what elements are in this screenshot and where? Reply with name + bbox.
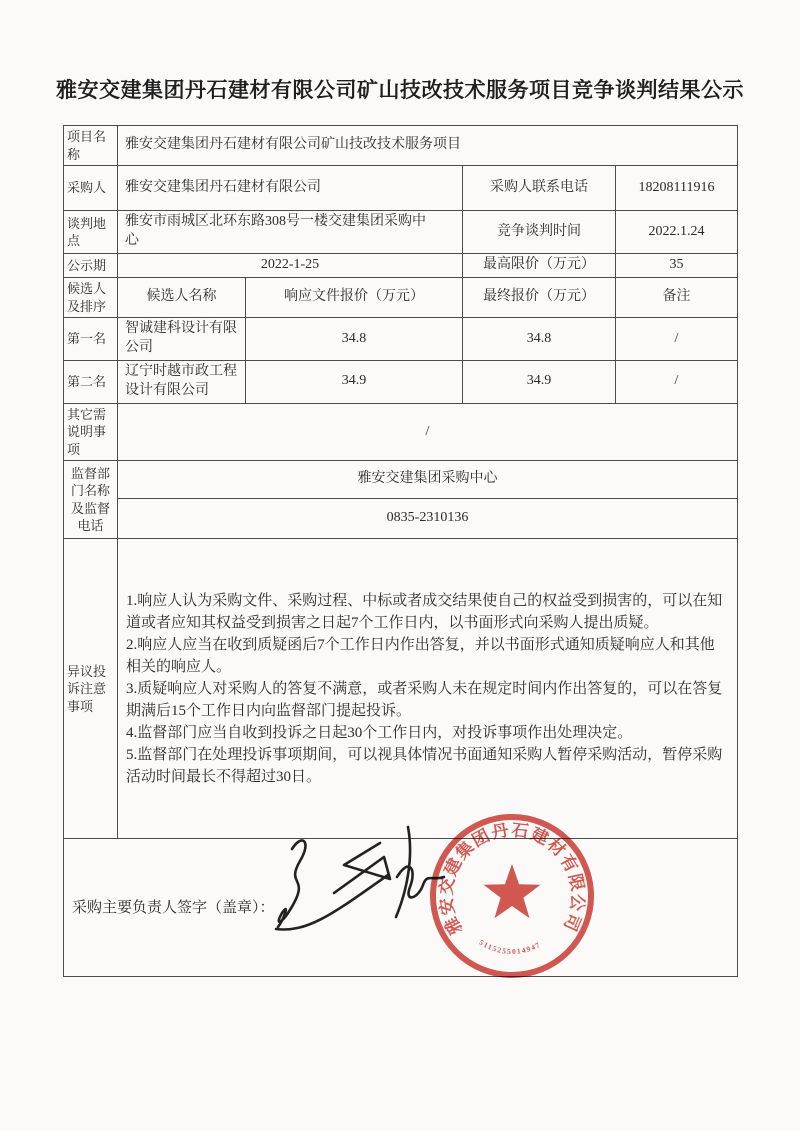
response-price-header: 响应文件报价（万元） bbox=[246, 278, 463, 318]
supervision-phone-value: 0835-2310136 bbox=[118, 499, 738, 539]
rank-second: 第二名 bbox=[64, 360, 118, 403]
objection-label: 异议投诉注意事项 bbox=[64, 539, 118, 839]
candidates-header-row bbox=[64, 278, 738, 318]
table-row bbox=[64, 403, 738, 461]
objection-notice bbox=[118, 539, 738, 839]
publicity-period-label: 公示期 bbox=[64, 254, 118, 278]
signature-cell bbox=[64, 839, 738, 977]
other-notes-label: 其它需说明事项 bbox=[64, 403, 118, 461]
result-table bbox=[63, 125, 738, 977]
purchaser-label: 采购人 bbox=[64, 166, 118, 211]
seal-serial-number: 5115255014947 bbox=[477, 937, 543, 957]
candidate-final-price: 34.8 bbox=[463, 318, 616, 361]
final-price-header: 最终报价（万元） bbox=[463, 278, 616, 318]
purchaser-phone-label: 采购人联系电话 bbox=[463, 166, 616, 211]
project-name-value: 雅安交建集团丹石建材有限公司矿山技改技术服务项目 bbox=[118, 126, 738, 166]
signature-label: 采购主要负责人签字（盖章）： bbox=[72, 899, 275, 916]
candidates-rank-label: 候选人及排序 bbox=[64, 278, 118, 318]
objection-row bbox=[64, 539, 738, 839]
supervision-dept-value: 雅安交建集团采购中心 bbox=[118, 461, 738, 499]
supervision-phone-row bbox=[64, 499, 738, 539]
supervision-row bbox=[64, 461, 738, 499]
table-row bbox=[64, 211, 738, 254]
venue-value: 雅安市雨城区北环东路308号一楼交建集团采购中心 bbox=[118, 211, 463, 254]
other-notes-value: / bbox=[118, 403, 738, 461]
table-row bbox=[64, 126, 738, 166]
candidate-remark: / bbox=[616, 360, 738, 403]
candidate-row-first bbox=[64, 318, 738, 361]
max-price-value: 35 bbox=[616, 254, 738, 278]
purchaser-value: 雅安交建集团丹石建材有限公司 bbox=[118, 166, 463, 211]
candidate-row-second bbox=[64, 360, 738, 403]
publicity-period-value: 2022-1-25 bbox=[118, 254, 463, 278]
notice-item: 5.监督部门在处理投诉事项期间，可以视具体情况书面通知采购人暂停采购活动，暂停采购活动时间最长不得超过30日。 bbox=[126, 746, 723, 785]
venue-label: 谈判地点 bbox=[64, 211, 118, 254]
candidate-name-header: 候选人名称 bbox=[118, 278, 246, 318]
seal-company-name: 雅安交建集团丹石建材有限公司 bbox=[436, 820, 588, 938]
project-name-label: 项目名称 bbox=[64, 126, 118, 166]
table-row bbox=[64, 254, 738, 278]
max-price-label: 最高限价（万元） bbox=[463, 254, 616, 278]
candidate-name: 智诚建科设计有限公司 bbox=[118, 318, 246, 361]
candidate-response-price: 34.9 bbox=[246, 360, 463, 403]
notice-item: 1.响应人认为采购文件、采购过程、中标或者成交结果使自己的权益受到损害的，可以在知道或者应知其权益受到损害之日起7个工作日内，以书面形式向采购人提出质疑。 bbox=[126, 592, 723, 631]
candidate-response-price: 34.8 bbox=[246, 318, 463, 361]
candidate-remark: / bbox=[616, 318, 738, 361]
rank-first: 第一名 bbox=[64, 318, 118, 361]
remark-header: 备注 bbox=[616, 278, 738, 318]
candidate-final-price: 34.9 bbox=[463, 360, 616, 403]
purchaser-phone-value: 18208111916 bbox=[616, 166, 738, 211]
notice-item: 2.响应人应当在收到质疑函后7个工作日内作出答复，并以书面形式通知质疑响应人和其他相关的响应人。 bbox=[126, 636, 715, 675]
negotiation-time-value: 2022.1.24 bbox=[616, 211, 738, 254]
page-title: 雅安交建集团丹石建材有限公司矿山技改技术服务项目竞争谈判结果公示 bbox=[56, 79, 744, 102]
candidate-name: 辽宁时越市政工程设计有限公司 bbox=[118, 360, 246, 403]
negotiation-time-label: 竞争谈判时间 bbox=[463, 211, 616, 254]
notice-item: 4.监督部门应当自收到投诉之日起30个工作日内，对投诉事项作出处理决定。 bbox=[126, 724, 633, 741]
table-row bbox=[64, 166, 738, 211]
signature-row bbox=[64, 839, 738, 977]
supervision-label: 监督部门名称及监督电话 bbox=[64, 461, 118, 539]
notice-item: 3.质疑响应人对采购人的答复不满意，或者采购人未在规定时间内作出答复的，可以在答复期满后15个工作日内向监督部门提起投诉。 bbox=[126, 680, 723, 719]
